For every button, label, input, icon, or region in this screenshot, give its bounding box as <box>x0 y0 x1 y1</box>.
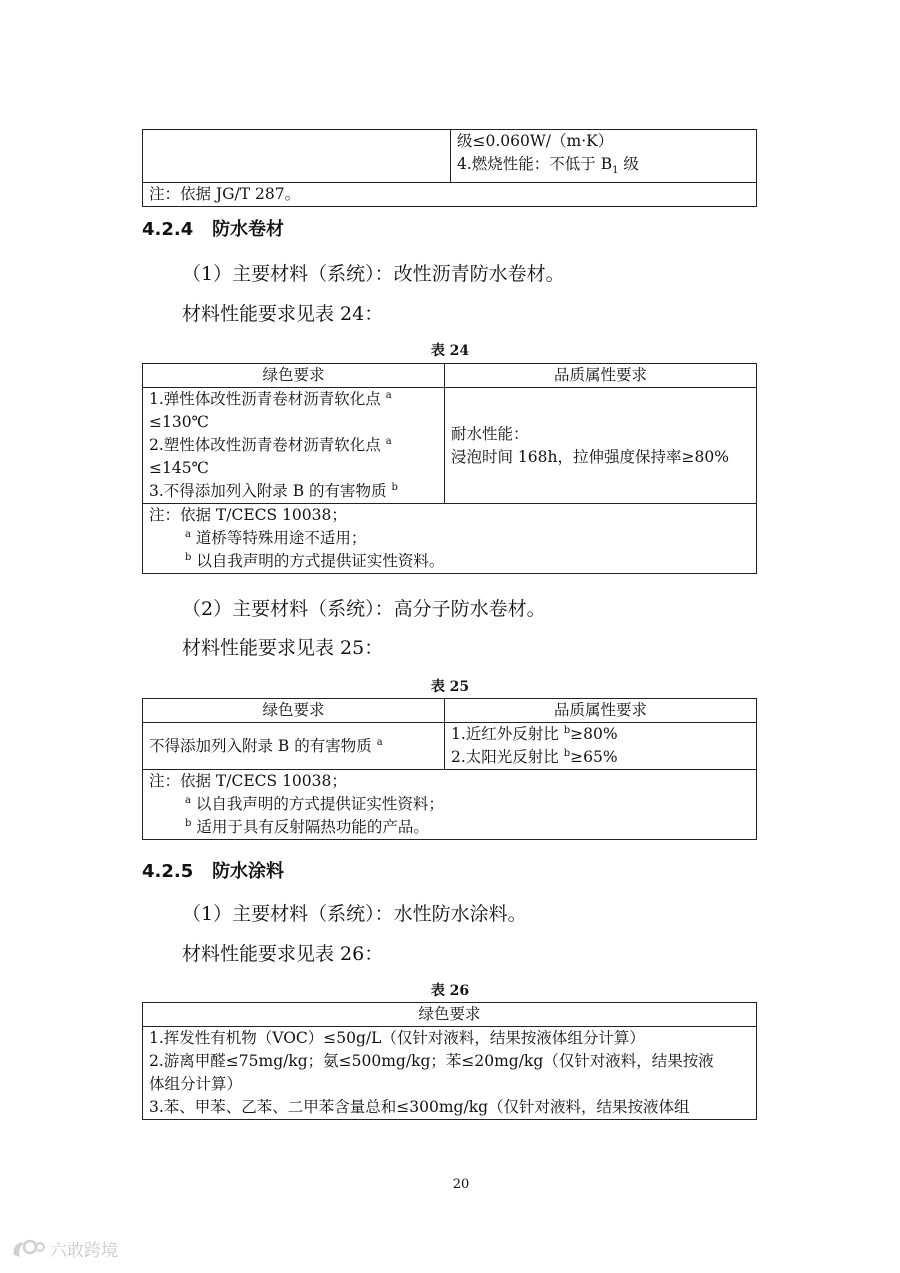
note-line <box>149 550 750 573</box>
table-note <box>143 504 757 574</box>
paragraph: （2）主要材料（系统）：高分子防水卷材。 <box>182 598 546 620</box>
table-row <box>143 1027 757 1120</box>
paragraph: 材料性能要求见表 24： <box>182 303 384 325</box>
paragraph: 材料性能要求见表 26： <box>182 943 384 965</box>
page-number: 20 <box>452 1177 470 1192</box>
green-req-2 <box>149 434 438 457</box>
paragraph: （1）主要材料（系统）：水性防水涂料。 <box>182 903 527 925</box>
note-line <box>149 816 750 839</box>
table-note <box>143 770 757 840</box>
section-heading-425 <box>142 857 284 883</box>
note-line: 注：依据 T/CECS 10038； <box>149 506 347 524</box>
column-header: 绿色要求 <box>143 1003 757 1027</box>
green-req-1-value: ≤130℃ <box>149 413 209 431</box>
footnote-mark: b <box>185 551 192 563</box>
quality-req-value: 浸泡时间 168h，拉伸强度保持率≥80% <box>451 447 729 466</box>
table-cell <box>451 130 757 183</box>
note-line: 注：依据 T/CECS 10038； <box>149 772 347 790</box>
column-header: 品质属性要求 <box>445 364 757 388</box>
quality-req-value: ≥65% <box>570 748 618 766</box>
footnote-mark: a <box>385 435 392 447</box>
table-row <box>143 388 757 504</box>
green-req-2-cont: 体组分计算） <box>149 1075 243 1093</box>
quality-req-1 <box>451 723 750 746</box>
table-row <box>143 770 757 840</box>
table-cell-text <box>457 153 750 182</box>
section-heading-424 <box>142 215 284 241</box>
footnote-mark: a <box>185 794 191 806</box>
table-25 <box>142 698 757 840</box>
footnote-mark: a <box>376 736 383 748</box>
table-row <box>143 504 757 574</box>
subscript: 1 <box>612 165 619 177</box>
footnote-mark: a <box>385 389 392 401</box>
table-caption: 表 24 <box>430 343 470 359</box>
table-cell <box>445 723 757 770</box>
green-req-1: 1.挥发性有机物（VOC）≤50g/L（仅针对液料，结果按液体组分计算） <box>149 1029 645 1047</box>
table-24 <box>142 363 757 574</box>
note-text: 以自我声明的方式提供证实性资料； <box>190 795 444 813</box>
table-header-row <box>143 699 757 723</box>
section-title: 防水涂料 <box>212 861 285 882</box>
table-caption: 表 25 <box>430 679 470 695</box>
table-caption: 表 26 <box>430 983 470 999</box>
watermark-text: 六敢跨境 <box>50 1241 118 1261</box>
green-req-text: 3.不得添加列入附录 B 的有害物质 <box>149 482 387 500</box>
green-req-1 <box>149 388 438 411</box>
green-req-2: 2.游离甲醛≤75mg/kg；氨≤500mg/kg；苯≤20mg/kg（仅针对液料，结果按液 <box>149 1052 714 1070</box>
quality-req-label: 耐水性能： <box>451 424 529 443</box>
note-line <box>149 527 750 550</box>
column-header: 绿色要求 <box>143 364 445 388</box>
table-26 <box>142 1002 757 1120</box>
footnote-mark: b <box>391 481 398 493</box>
table-prev <box>142 129 757 207</box>
table-cell <box>143 723 445 770</box>
paragraph: 材料性能要求见表 25： <box>182 637 384 659</box>
note-text: 道桥等特殊用途不适用； <box>190 529 367 547</box>
table-cell-text: 级≤0.060W/（m·K） <box>457 132 614 150</box>
table-row <box>143 183 757 207</box>
quality-req-value: ≥80% <box>570 725 618 743</box>
green-req-2-value: ≤145℃ <box>149 459 209 477</box>
green-req-text: 2.塑性体改性沥青卷材沥青软化点 <box>149 436 381 454</box>
green-req-3 <box>149 480 438 503</box>
table-note: 注：依据 JG/T 287。 <box>143 183 757 207</box>
footnote-mark: a <box>185 528 191 540</box>
flammability-grade: 级 <box>618 155 639 173</box>
watermark <box>10 1236 118 1261</box>
footnote-mark: b <box>185 817 192 829</box>
table-row <box>143 723 757 770</box>
table-header-row <box>143 1003 757 1027</box>
quality-req-text: 2.太阳光反射比 <box>451 748 559 766</box>
green-req-3: 3.苯、甲苯、乙苯、二甲苯含量总和≤300mg/kg（仅针对液料，结果按液体组 <box>149 1098 690 1116</box>
table-header-row <box>143 364 757 388</box>
table-cell <box>445 388 757 504</box>
footnote-mark: b <box>563 724 571 736</box>
column-header: 品质属性要求 <box>445 699 757 723</box>
section-number: 4.2.5 <box>142 861 194 882</box>
watermark-logo-icon <box>10 1237 46 1261</box>
column-header: 绿色要求 <box>143 699 445 723</box>
section-number: 4.2.4 <box>142 219 194 240</box>
green-req-1 <box>149 735 438 758</box>
table-cell <box>143 130 451 183</box>
note-text: 适用于具有反射隔热功能的产品。 <box>191 818 429 836</box>
paragraph: （1）主要材料（系统）：改性沥青防水卷材。 <box>182 263 565 285</box>
table-cell <box>143 1027 757 1120</box>
quality-req-text: 1.近红外反射比 <box>451 725 559 743</box>
flammability-text: 4.燃烧性能：不低于 B <box>457 155 613 173</box>
table-cell <box>143 388 445 504</box>
green-req-text: 1.弹性体改性沥青卷材沥青软化点 <box>149 390 381 408</box>
note-text: 以自我声明的方式提供证实性资料。 <box>191 552 445 570</box>
green-req-text: 不得添加列入附录 B 的有害物质 <box>149 736 372 755</box>
note-line <box>149 793 750 816</box>
footnote-mark: b <box>563 747 571 759</box>
table-row <box>143 130 757 183</box>
section-title: 防水卷材 <box>212 219 285 240</box>
quality-req-2 <box>451 746 750 769</box>
